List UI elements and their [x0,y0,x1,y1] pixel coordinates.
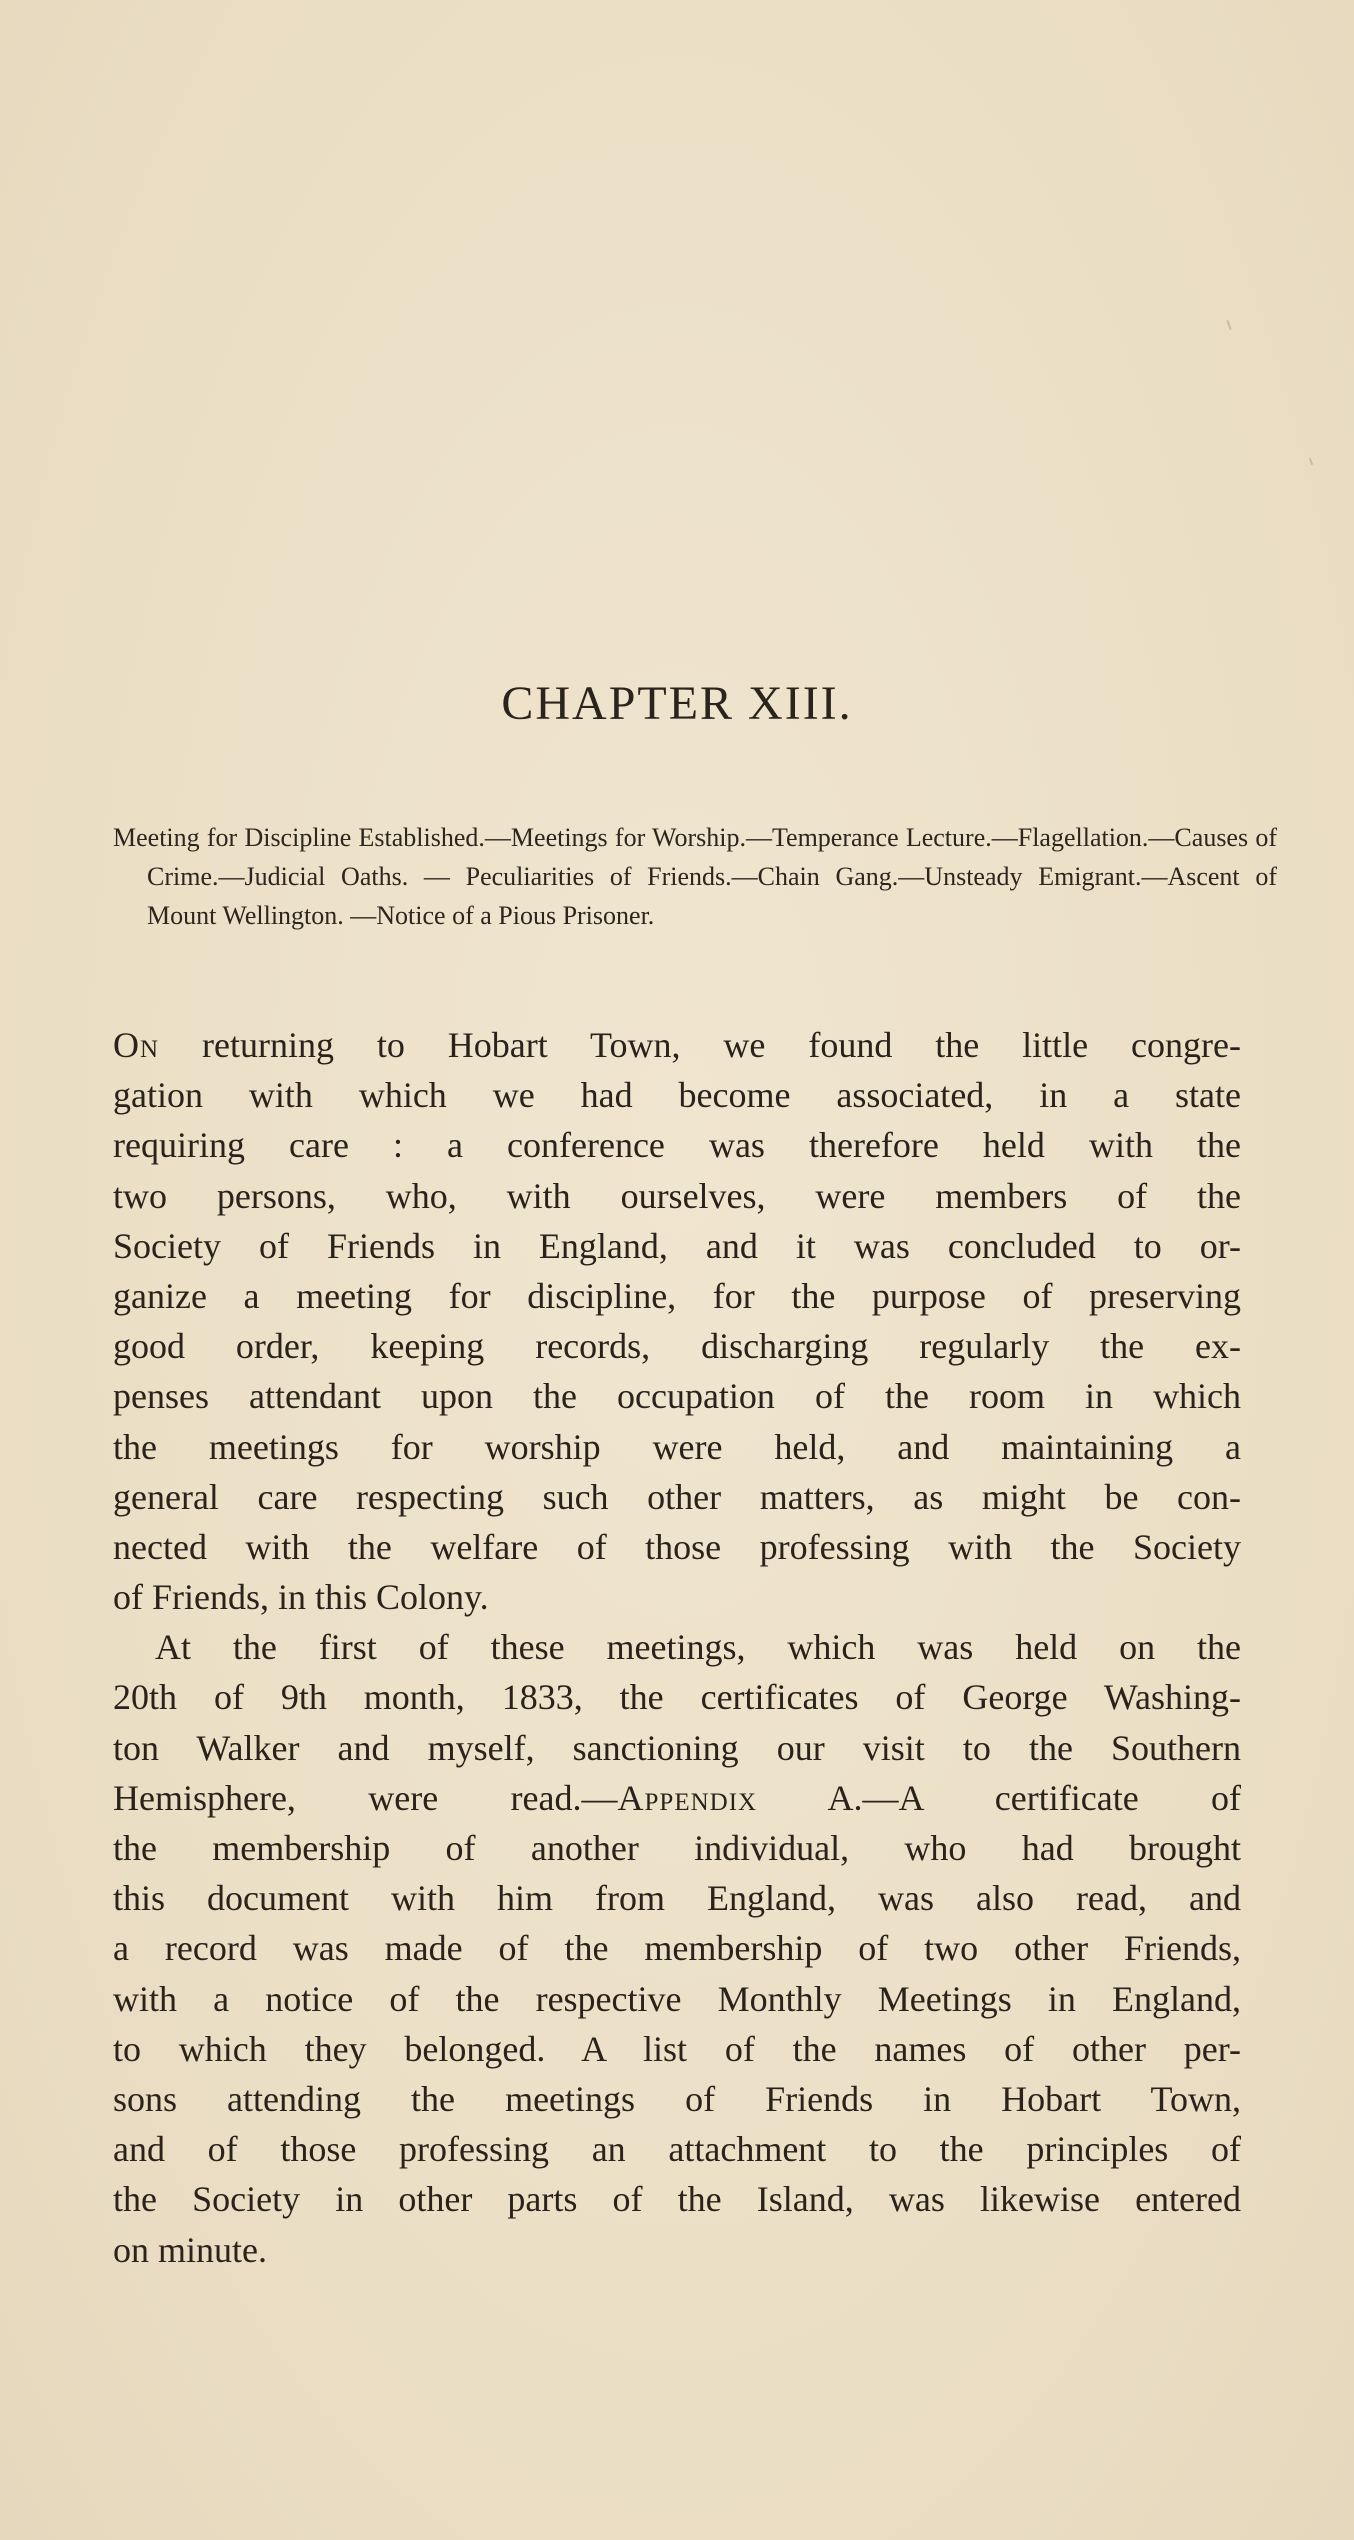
body-line: and of those professing an attachment to the principles of [113,2129,1241,2170]
body-line: nected with the welfare of those professing with the Society [113,1526,1241,1567]
body-line: sons attending the meetings of Friends in Hobart Town, [113,2078,1241,2119]
body-line: the membership of another individual, who had brought [113,1828,1241,1868]
body-line: gation with which we had become associated, in a state [113,1075,1241,1116]
body-line: with a notice of the respective Monthly Meetings in England, [113,1978,1241,2019]
body-line: requiring care : a conference was therefore held with the [113,1125,1241,1166]
body-line-text: Hemisphere, were read.— [113,1777,618,1818]
body-line: a record was made of the membership of two other Friends, [113,1928,1241,1969]
chapter-body [113,1020,1241,2275]
body-line: 20th of 9th month, 1833, the certificates of George Washing- [113,1677,1241,1718]
body-line-text: returning to Hobart Town, we found the little congre- [159,1025,1241,1065]
body-line: penses attendant upon the occupation of the room in which [113,1376,1241,1417]
body-line: ganize a meeting for discipline, for the purpose of preserving [113,1275,1241,1316]
body-line: to which they belonged. A list of the names of other per- [113,2028,1241,2069]
body-line: this document with him from England, was also read, and [113,1878,1241,1919]
chapter-synopsis: Meeting for Discipline Established.—Meetings for Worship.—Temperance Lecture.—Flagellation.—Causes of Crime.—Judicial Oaths. — Peculiarities of Friends.—Chain Gang.—Unsteady Emigrant.—Ascent of Mount Wellington. —Notice of a Pious Prisoner. [113,823,1277,930]
body-line [113,1020,1241,1070]
body-line: ton Walker and myself, sanctioning our visit to the Southern [113,1727,1241,1768]
body-line [113,1773,1241,1823]
body-line: Society of Friends in England, and it was concluded to or- [113,1225,1241,1266]
body-line: At the first of these meetings, which was held on the [155,1627,1241,1668]
body-line: of Friends, in this Colony. [113,1577,489,1618]
appendix-reference: Appendix [617,1777,758,1818]
body-line: good order, keeping records, discharging regularly the ex- [113,1326,1241,1367]
body-line: the Society in other parts of the Island, was likewise entered [113,2179,1241,2220]
paper-speck [1226,320,1231,330]
body-line: the meetings for worship were held, and maintaining a [113,1426,1241,1467]
body-line: two persons, who, with ourselves, were members of the [113,1175,1241,1216]
body-line: on minute. [113,2229,267,2270]
chapter-title: CHAPTER XIII. [501,677,853,730]
body-line: general care respecting such other matters, as might be con- [113,1476,1241,1517]
opening-word: On [113,1025,160,1065]
paper-speck [1309,458,1313,465]
body-line-text: A.—A certificate of [757,1777,1242,1818]
